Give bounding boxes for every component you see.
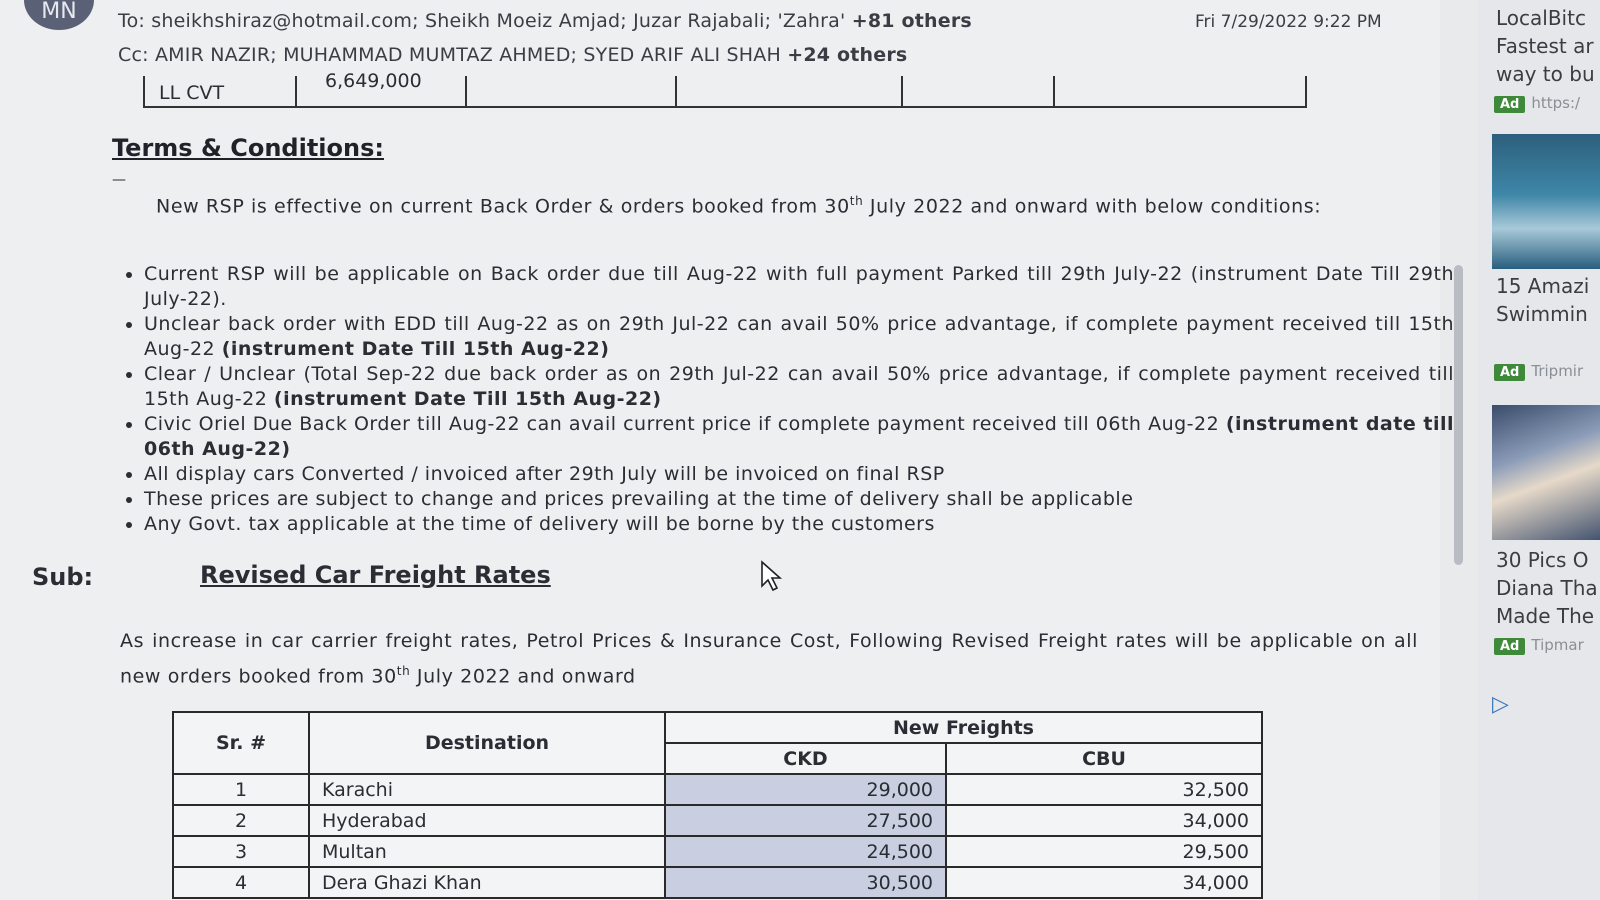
column-header: CKD xyxy=(665,743,946,774)
to-label: To: xyxy=(118,10,146,32)
ad-meta xyxy=(1494,94,1580,113)
ad-text[interactable]: 30 Pics O xyxy=(1496,548,1589,572)
column-header: Destination xyxy=(309,712,665,774)
cc-recipient[interactable]: SYED ARIF ALI SHAH xyxy=(583,44,781,66)
terms-intro: New RSP is effective on current Back Order & orders booked from 30th July 2022 and onward with below conditions: xyxy=(156,194,1322,218)
ad-text[interactable]: LocalBitc xyxy=(1496,6,1586,30)
table-row xyxy=(173,805,1262,836)
list-item: • Civic Oriel Due Back Order till Aug-22 can avail current price if complete payment received till 06th Aug-22 (instrument date till 06th Aug-22) xyxy=(144,412,1454,462)
table-row xyxy=(173,836,1262,867)
table-cell: Multan xyxy=(309,836,665,867)
ad-text[interactable]: Made The xyxy=(1496,604,1595,628)
terms-heading: Terms & Conditions: xyxy=(112,134,384,162)
table-cell: 32,500 xyxy=(946,774,1262,805)
table-cell: Hyderabad xyxy=(309,805,665,836)
table-cell: 2 xyxy=(173,805,309,836)
cc-recipient[interactable]: AMIR NAZIR; xyxy=(154,44,277,66)
ad-source[interactable]: Tipmar xyxy=(1531,636,1584,654)
sent-date: Fri 7/29/2022 9:22 PM xyxy=(1195,12,1382,32)
ad-text[interactable]: Swimmin xyxy=(1496,302,1588,326)
table-cell: Dera Ghazi Khan xyxy=(309,867,665,898)
to-recipient[interactable]: Sheikh Moeiz Amjad; xyxy=(424,10,627,32)
list-item: • Clear / Unclear (Total Sep-22 due back order as on 29th Jul-22 can avail 50% price advantage, if complete payment received till 15th Aug-22 (instrument Date Till 15th Aug-22) xyxy=(144,362,1454,412)
list-item: • Any Govt. tax applicable at the time of delivery will be borne by the customers xyxy=(144,512,1454,537)
mouse-cursor-icon xyxy=(760,560,786,592)
ad-badge: Ad xyxy=(1494,96,1525,113)
cc-more-link[interactable]: +24 others xyxy=(787,44,908,66)
table-cell: 34,000 xyxy=(946,805,1262,836)
freight-intro: As increase in car carrier freight rates, Petrol Prices & Insurance Cost, Following Revised Freight rates will be applicable on all new orders booked from 30th July 2022 and onward xyxy=(120,630,1418,688)
column-header: CBU xyxy=(946,743,1262,774)
ad-badge: Ad xyxy=(1494,364,1525,381)
table-cell: 30,500 xyxy=(665,867,946,898)
table-cell: Karachi xyxy=(309,774,665,805)
table-cell: 1 xyxy=(173,774,309,805)
ad-badge: Ad xyxy=(1494,638,1525,655)
to-recipient[interactable]: sheikhshiraz@hotmail.com; xyxy=(151,10,419,32)
ad-source[interactable]: https:/ xyxy=(1531,94,1581,112)
table-cell xyxy=(675,76,903,106)
ad-image[interactable] xyxy=(1492,134,1600,269)
ad-sidebar xyxy=(1478,0,1600,900)
to-line xyxy=(118,10,972,32)
list-item: • These prices are subject to change and prices prevailing at the time of delivery shall be applicable xyxy=(144,487,1454,512)
to-recipient[interactable]: Juzar Rajabali; xyxy=(633,10,772,32)
cc-line xyxy=(118,44,907,66)
cc-recipient[interactable]: MUHAMMAD MUMTAZ AHMED; xyxy=(283,44,578,66)
table-cell: 24,500 xyxy=(665,836,946,867)
ad-meta xyxy=(1494,362,1583,381)
divider: — xyxy=(112,172,126,188)
table-cell xyxy=(901,76,1055,106)
table-cell: 3 xyxy=(173,836,309,867)
ad-text[interactable]: 15 Amazi xyxy=(1496,274,1590,298)
table-cell: 34,000 xyxy=(946,867,1262,898)
vertical-scrollbar[interactable] xyxy=(1454,265,1463,565)
subject-title: Revised Car Freight Rates xyxy=(200,561,551,589)
table-cell: 4 xyxy=(173,867,309,898)
ad-meta xyxy=(1494,636,1584,655)
ad-image[interactable] xyxy=(1492,405,1600,540)
conditions-list xyxy=(108,262,1454,537)
table-row xyxy=(173,774,1262,805)
table-cell xyxy=(465,76,677,106)
ad-source[interactable]: Tripmir xyxy=(1531,362,1584,380)
list-item: • Unclear back order with EDD till Aug-22 as on 29th Jul-22 can avail 50% price advantage, if complete payment received till 15th Aug-22 (instrument Date Till 15th Aug-22) xyxy=(144,312,1454,362)
ad-text[interactable]: way to bu xyxy=(1496,62,1595,86)
ad-text[interactable]: Diana Tha xyxy=(1496,576,1598,600)
table-cell: 29,000 xyxy=(665,774,946,805)
cc-label: Cc: xyxy=(118,44,149,66)
price-table-fragment xyxy=(143,70,1307,108)
subject-label: Sub: xyxy=(32,563,94,591)
to-recipient[interactable]: 'Zahra' xyxy=(777,10,846,32)
list-item: • Current RSP will be applicable on Back order due till Aug-22 with full payment Parked till 29th July-22 (instrument Date Till 29th July-22). xyxy=(144,262,1454,312)
column-group-header: New Freights xyxy=(665,712,1262,743)
column-header: Sr. # xyxy=(173,712,309,774)
model-name: LL CVT xyxy=(159,82,225,104)
list-item: • All display cars Converted / invoiced after 29th July will be invoiced on final RSP xyxy=(144,462,1454,487)
freight-table xyxy=(172,711,1263,899)
sender-avatar[interactable]: MN xyxy=(24,0,94,30)
table-cell: 29,500 xyxy=(946,836,1262,867)
table-row xyxy=(173,867,1262,898)
adchoices-icon[interactable]: ▷ xyxy=(1492,692,1509,717)
model-price: 6,649,000 xyxy=(325,70,422,92)
ad-text[interactable]: Fastest ar xyxy=(1496,34,1594,58)
to-more-link[interactable]: +81 others xyxy=(851,10,972,32)
table-cell: 27,500 xyxy=(665,805,946,836)
